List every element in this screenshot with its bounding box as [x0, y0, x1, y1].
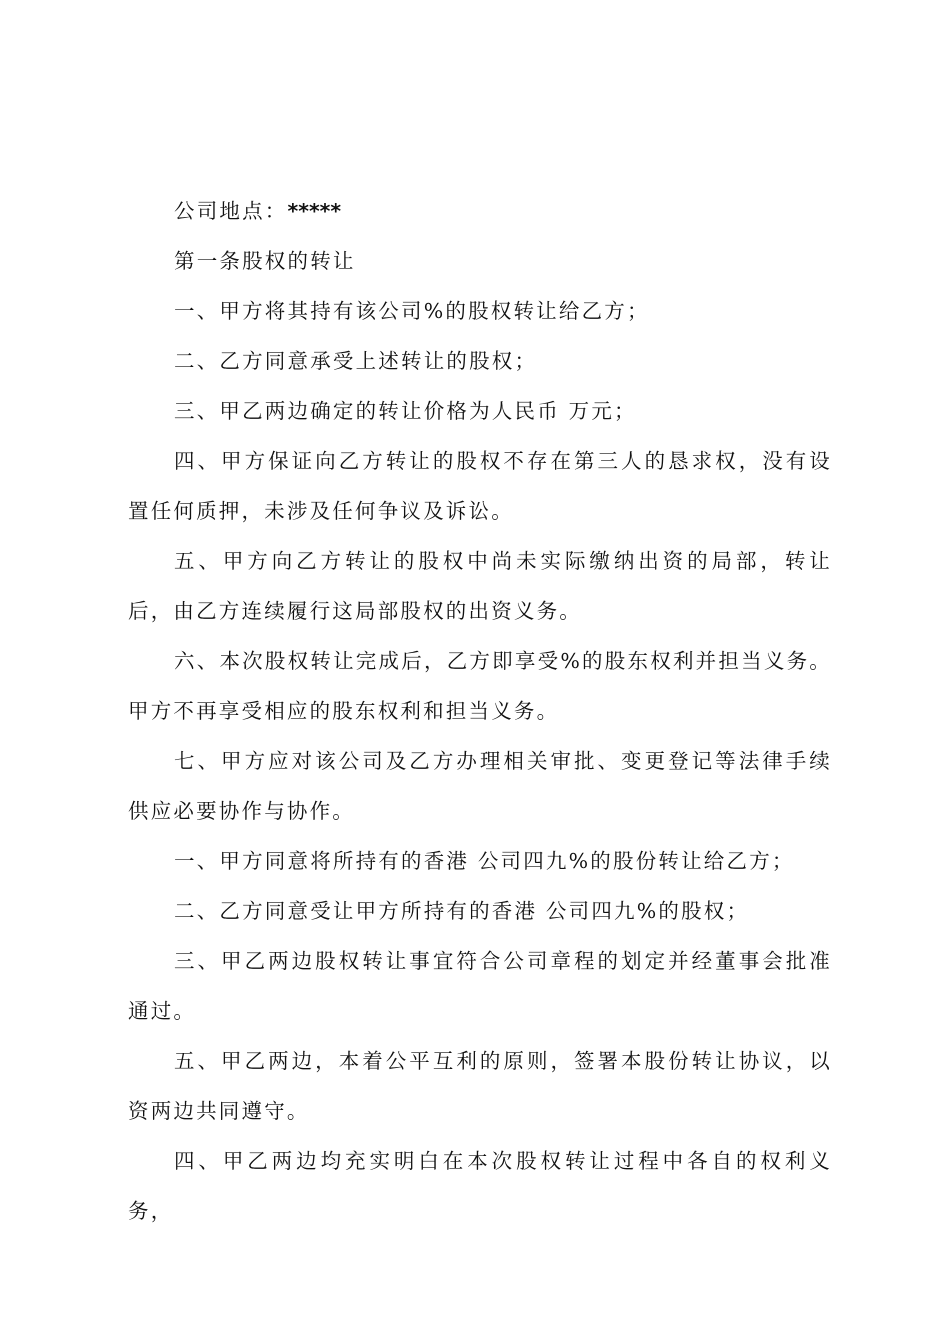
clause-paragraph: 二、乙方同意受让甲方所持有的香港 公司四九%的股权； — [174, 899, 750, 923]
clause-paragraph: 四、甲乙两边均充实明白在本次股权转让过程中各自的权利义务， — [128, 1149, 832, 1223]
clause-paragraph: 三、甲乙两边股权转让事宜符合公司章程的划定并经董事会批准通过。 — [128, 949, 832, 1023]
clause-paragraph: 五、甲乙两边，本着公平互利的原则，签署本股份转让协议，以资两边共同遵守。 — [128, 1049, 832, 1123]
company-address-line — [128, 186, 832, 236]
clause-paragraph: 一、甲方同意将所持有的香港 公司四九%的股份转让给乙方； — [174, 849, 795, 873]
clause-paragraph: 六、本次股权转让完成后，乙方即享受%的股东权利并担当义务。甲方不再享受相应的股东权利和担当义务。 — [128, 649, 832, 723]
document-body — [128, 186, 832, 1236]
clause-paragraph: 二、乙方同意承受上述转让的股权； — [174, 349, 538, 373]
clause-paragraph: 三、甲乙两边确定的转让价格为人民币 万元； — [174, 399, 637, 423]
clause-paragraph: 一、甲方将其持有该公司%的股权转让给乙方； — [174, 299, 650, 323]
clause-paragraph: 四、甲方保证向乙方转让的股权不存在第三人的恳求权，没有设置任何质押，未涉及任何争议及诉讼。 — [128, 449, 832, 523]
article-heading: 第一条股权的转让 — [174, 249, 356, 273]
clause-paragraph: 五、甲方向乙方转让的股权中尚未实际缴纳出资的局部，转让后，由乙方连续履行这局部股权的出资义务。 — [128, 549, 832, 623]
address-label: 公司地点： — [174, 199, 288, 223]
address-value: ***** — [287, 199, 342, 223]
clause-paragraph: 七、甲方应对该公司及乙方办理相关审批、变更登记等法律手续供应必要协作与协作。 — [128, 749, 832, 823]
